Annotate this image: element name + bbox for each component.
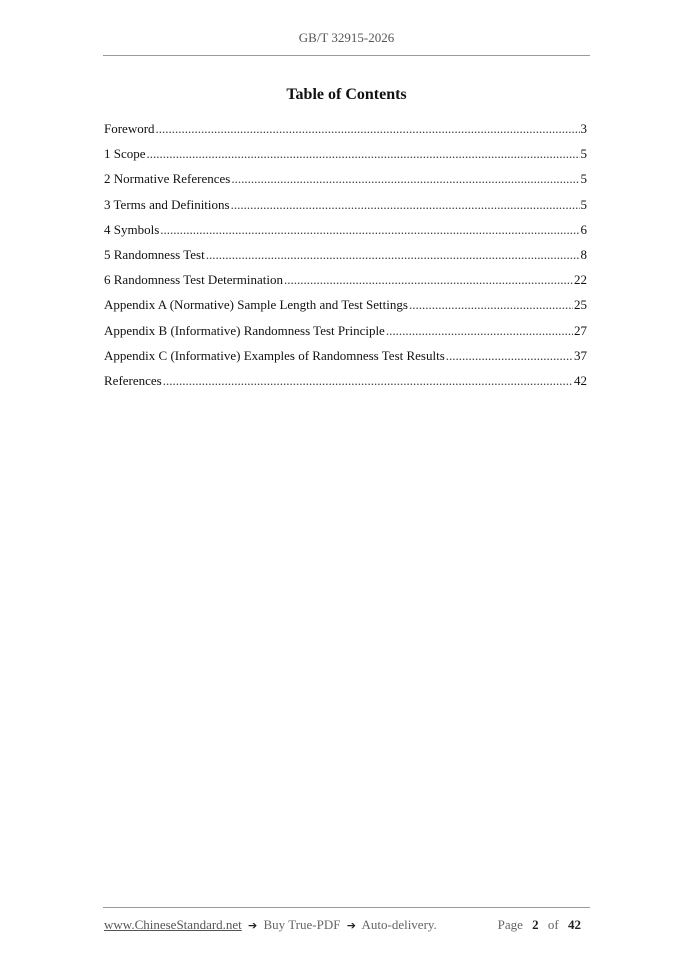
toc-entry-page: 22 [574,272,587,288]
dot-leader [446,347,573,365]
toc-entry-label: 2 Normative References [104,171,231,187]
footer-promo [104,917,437,933]
toc-entry-label: 5 Randomness Test [104,246,205,262]
toc-entry-label: Appendix B (Informative) Randomness Test Principle [104,322,385,338]
toc-entry-page: 25 [574,297,587,313]
toc-entry-foreword[interactable] [104,120,587,145]
page-word: Page [497,917,523,932]
dot-leader [147,145,580,163]
toc-entry-scope[interactable] [104,145,587,170]
toc-entry-page: 27 [574,322,587,338]
toc-entry-randomness-test[interactable] [104,246,587,271]
toc-entry-appendix-a[interactable] [104,296,587,321]
dot-leader [156,120,580,138]
toc-entry-label: 3 Terms and Definitions [104,196,230,212]
toc-title: Table of Contents [286,86,407,103]
toc-entry-label: 1 Scope [104,146,146,162]
toc-entry-symbols[interactable] [104,221,587,246]
dot-leader [231,196,580,214]
toc-entry-terms-definitions[interactable] [104,196,587,221]
dot-leader [206,246,580,264]
arrow-right-icon: ➔ [248,919,258,932]
toc-entry-page: 3 [580,121,587,136]
of-word: of [547,917,559,932]
page-footer [104,917,587,933]
total-pages-number: 42 [568,917,581,932]
toc-list [104,120,587,397]
toc-entry-page: 5 [580,146,587,162]
toc-entry-label: Appendix A (Normative) Sample Length and Test Settings [104,297,408,313]
dot-leader [409,296,573,314]
toc-entry-page: 37 [574,347,587,363]
dot-leader [231,170,579,188]
current-page-number: 2 [532,917,539,932]
auto-delivery-text: Auto-delivery. [361,917,437,932]
toc-entry-normative-references[interactable] [104,170,587,195]
dot-leader [284,271,573,289]
toc-entry-label: 6 Randomness Test Determination [104,272,284,288]
toc-entry-references[interactable] [104,372,587,397]
toc-entry-page: 8 [580,246,587,262]
toc-entry-page: 5 [580,171,587,187]
toc-entry-label: 4 Symbols [104,221,160,237]
toc-entry-test-determination[interactable] [104,271,587,296]
toc-entry-label: References [104,372,162,388]
dot-leader [386,322,573,340]
page-number [498,917,587,933]
buy-true-pdf-text: Buy True-PDF [263,917,341,932]
toc-entry-page: 6 [580,221,587,237]
toc-entry-appendix-b[interactable] [104,322,587,347]
footer-divider [103,907,590,908]
page-header: GB/T 32915-2026 [298,30,395,45]
dot-leader [163,372,573,390]
dot-leader [160,221,579,239]
toc-entry-page: 42 [574,372,587,388]
toc-entry-page: 5 [580,196,587,212]
toc-entry-label: Appendix C (Informative) Examples of Randomness Test Results [104,347,445,363]
site-link[interactable]: www.ChineseStandard.net [104,917,242,932]
header-divider [103,55,590,56]
toc-entry-label: Foreword [104,121,155,136]
toc-entry-appendix-c[interactable] [104,347,587,372]
arrow-right-icon: ➔ [346,919,356,932]
